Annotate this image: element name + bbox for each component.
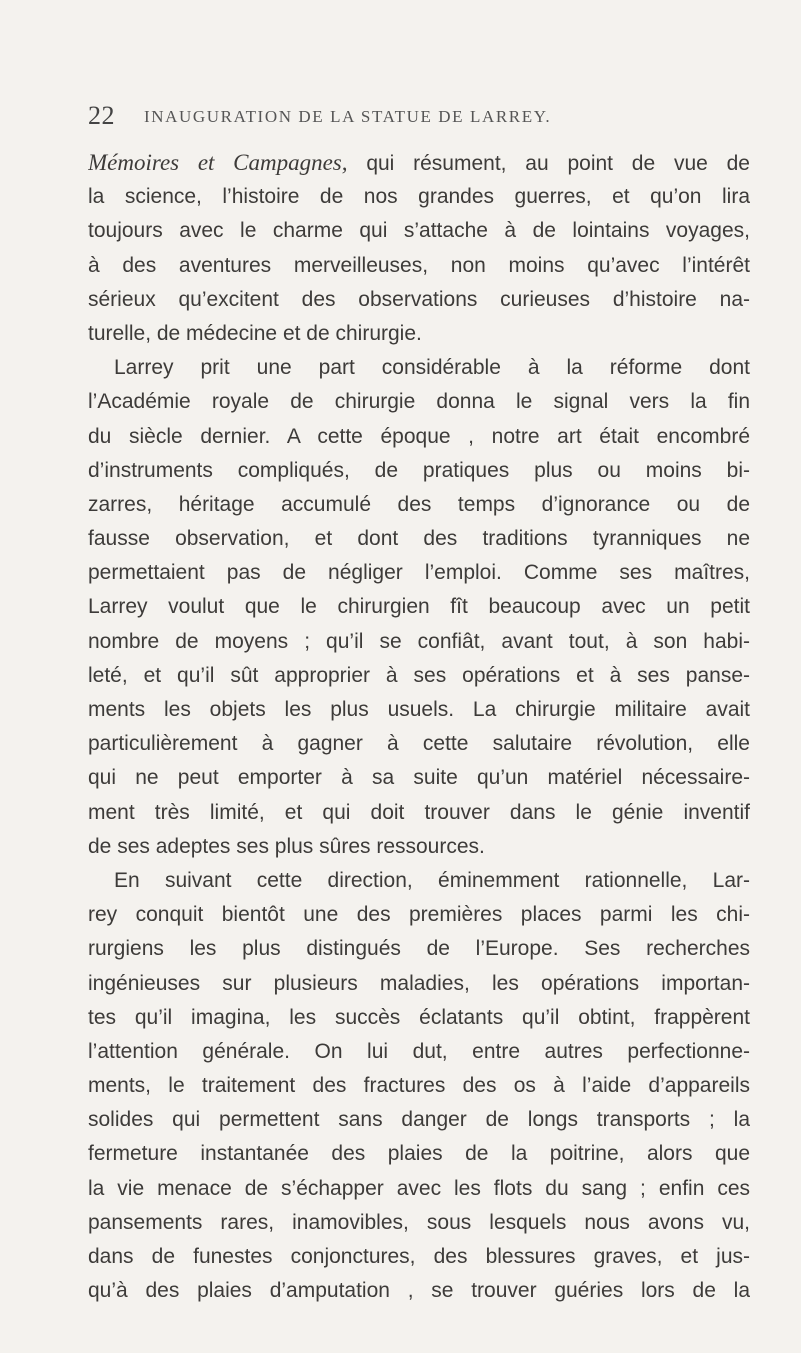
text-line: Larrey prit une part considérable à la réforme dont — [114, 356, 750, 380]
text-line: fausse observation, et dont des traditions tyranniques ne — [88, 527, 750, 551]
page-number: 22 — [88, 101, 115, 130]
running-title: INAUGURATION DE LA STATUE DE LARREY. — [144, 107, 552, 126]
text-line: sérieux qu’excitent des observations curieuses d’histoire na- — [88, 287, 750, 311]
text-line: particulièrement à gagner à cette salutaire révolution, elle — [88, 732, 750, 756]
text-line: En suivant cette direction, éminemment rationnelle, Lar- — [114, 868, 750, 892]
text-line: du siècle dernier. A cette époque , notre art était encombré — [88, 424, 750, 448]
text-line: ment très limité, et qui doit trouver dans le génie inventif — [88, 800, 750, 824]
text-line: d’instruments compliqués, de pratiques plus ou moins bi- — [88, 458, 750, 482]
text-line: turelle, de médecine et de chirurgie. — [88, 321, 422, 345]
text-line: tes qu’il imagina, les succès éclatants qu’il obtint, frappèrent — [88, 1005, 750, 1029]
text-line: toujours avec le charme qui s’attache à de lointains voyages, — [88, 219, 750, 243]
text-line: leté, et qu’il sût approprier à ses opérations et à ses panse- — [88, 663, 750, 687]
text-line: ingénieuses sur plusieurs maladies, les opérations importan- — [88, 971, 750, 995]
text-line: fermeture instantanée des plaies de la poitrine, alors que — [88, 1142, 750, 1166]
text-line: solides qui permettent sans danger de longs transports ; la — [88, 1108, 750, 1132]
body-text — [88, 146, 750, 1308]
text-line — [88, 146, 750, 180]
text-line: dans de funestes conjonctures, des blessures graves, et jus- — [88, 1245, 750, 1268]
text-line: ments les objets les plus usuels. La chirurgie militaire avait — [88, 698, 750, 721]
text-line: rurgiens les plus distingués de l’Europe. Ses recherches — [88, 937, 750, 961]
text-line: l’Académie royale de chirurgie donna le signal vers la fin — [88, 390, 750, 414]
text-line: qui ne peut emporter à sa suite qu’un matériel nécessaire- — [88, 766, 750, 790]
book-title-italic: Mémoires et Campagnes, — [88, 150, 348, 175]
text-line: zarres, héritage accumulé des temps d’ignorance ou de — [88, 492, 750, 516]
text-line: Larrey voulut que le chirurgien fît beaucoup avec un petit — [88, 595, 750, 619]
text-line: l’attention générale. On lui dut, entre autres perfectionne- — [88, 1039, 750, 1063]
text-line: de ses adeptes ses plus sûres ressources. — [88, 834, 485, 858]
text-line: pansements rares, inamovibles, sous lesquels nous avons vu, — [88, 1210, 750, 1234]
text-line: nombre de moyens ; qu’il se confiât, avant tout, à son habi- — [88, 629, 750, 653]
text-line: ments, le traitement des fractures des os à l’aide d’appareils — [88, 1074, 750, 1098]
text-line-content: qui résument, au point de vue de — [347, 152, 750, 175]
running-head — [88, 101, 748, 131]
text-line: à des aventures merveilleuses, non moins qu’avec l’intérêt — [88, 253, 750, 277]
text-line: rey conquit bientôt une des premières places parmi les chi- — [88, 903, 750, 927]
text-line: la science, l’histoire de nos grandes guerres, et qu’on lira — [88, 185, 750, 209]
text-line: permettaient pas de négliger l’emploi. Comme ses maîtres, — [88, 561, 750, 585]
text-line: la vie menace de s’échapper avec les flots du sang ; enfin ces — [88, 1176, 750, 1200]
text-line: qu’à des plaies d’amputation , se trouver guéries lors de la — [88, 1279, 750, 1303]
